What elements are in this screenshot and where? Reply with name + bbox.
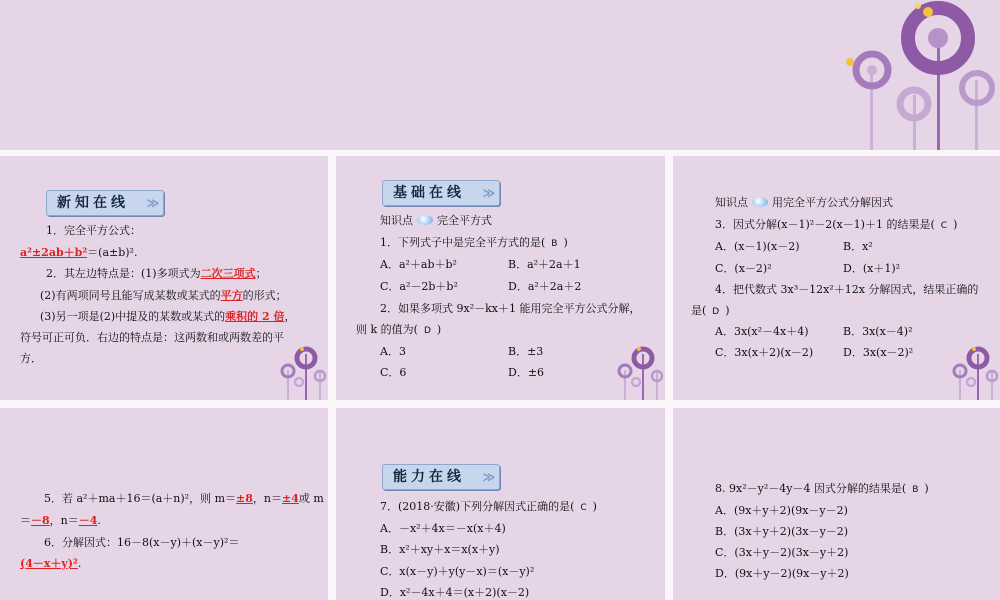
answer-factorization: (4－x＋y)² xyxy=(20,557,78,570)
q2-option-a: A．3 xyxy=(380,345,406,358)
panel-question-8 xyxy=(673,408,1000,600)
tl-line-1: 1．完全平方公式： xyxy=(46,224,141,237)
q2-answer: D xyxy=(423,326,431,336)
small-lollipop-icon xyxy=(612,344,664,400)
kp-label: 知识点 xyxy=(715,196,748,209)
answer-double-product: 乘积的 2 倍 xyxy=(225,310,285,323)
tl-line-2 xyxy=(20,246,137,260)
answer-m2: －8 xyxy=(31,514,50,527)
lollipop-decoration-icon xyxy=(840,0,1000,150)
q-text: 8. 9x²－y²－4y－4 因式分解的结果是( xyxy=(715,482,907,495)
knowledge-point-heading xyxy=(380,214,492,228)
answer-n2: －4 xyxy=(78,514,98,527)
question-1 xyxy=(380,236,568,251)
q-text: 1．下列式子中是完全平方式的是( xyxy=(380,236,546,249)
question-5-line-1 xyxy=(44,492,324,506)
q-text: ，n＝ xyxy=(252,492,282,505)
question-8 xyxy=(715,482,929,497)
knowledge-point-heading xyxy=(715,196,893,210)
q-text: 3．因式分解(x－1)²－2(x－1)＋1 的结果是( xyxy=(715,218,935,231)
q3-answer: C xyxy=(940,221,948,231)
formula-rest: ＝(a±b)². xyxy=(87,246,138,259)
question-2-line-2 xyxy=(356,323,441,338)
banner-label: 新知在线 xyxy=(57,195,129,211)
q3-option-d: D．(x＋1)² xyxy=(843,262,901,275)
tl-line-7: 方． xyxy=(20,352,42,365)
q4-option-d: D．3x(x－2)² xyxy=(843,346,914,359)
question-2-line-1: 2．如果多项式 9x²－kx＋1 能用完全平方公式分解， xyxy=(380,302,641,315)
q1-option-d: D．a²＋2a＋2 xyxy=(508,280,582,293)
q8-option-d: D．(9x＋y－2)(9x－y＋2) xyxy=(715,567,849,580)
q7-answer: C xyxy=(580,503,587,513)
q-text: 5．若 a²＋ma＋16＝(a＋n)²，则 m＝ xyxy=(44,492,237,505)
panel-ability xyxy=(336,408,665,600)
answer-formula: a²±2ab＋b² xyxy=(20,246,88,259)
q2-option-d: D．±6 xyxy=(508,366,545,379)
q4-answer: D xyxy=(712,307,720,317)
question-6-answer-line xyxy=(20,557,81,571)
answer-n: ±4 xyxy=(281,492,299,505)
q-text: 则 k 的值为( xyxy=(356,323,418,336)
q-close: ) xyxy=(592,500,597,513)
q4-option-b: B．3x(x－4)² xyxy=(843,325,913,338)
text: ， xyxy=(284,310,296,323)
tl-line-5 xyxy=(40,310,296,324)
q-text: 或 m xyxy=(298,492,324,505)
small-lollipop-icon xyxy=(275,344,327,400)
panel-basic xyxy=(336,156,665,400)
q8-option-c: C．(3x＋y－2)(3x－y＋2) xyxy=(715,546,849,559)
q7-option-a: A．－x²＋4x＝－x(x＋4) xyxy=(380,522,506,535)
q4-option-c: C．3x(x＋2)(x－2) xyxy=(715,346,814,359)
q-close: ) xyxy=(953,218,958,231)
q1-answer: B xyxy=(551,239,558,249)
small-lollipop-icon xyxy=(947,344,999,400)
q8-answer: B xyxy=(912,485,919,495)
answer-quadratic-trinomial: 二次三项式 xyxy=(200,267,256,280)
question-6: 6．分解因式：16－8(x－y)＋(x－y)²＝ xyxy=(44,536,240,549)
q3-option-b: B．x² xyxy=(843,240,873,253)
q1-option-b: B．a²＋2a＋1 xyxy=(508,258,581,271)
text: (3)另一项是(2)中提及的某数或某式的 xyxy=(40,310,226,323)
divider-vertical-left xyxy=(328,156,336,600)
q2-option-b: B．±3 xyxy=(508,345,544,358)
chevron-right-icon: ≫ xyxy=(482,470,493,484)
text: 的形式； xyxy=(242,289,287,302)
q1-option-a: A．a²＋ab＋b² xyxy=(380,258,457,271)
question-3 xyxy=(715,218,957,233)
banner-ability xyxy=(382,464,500,490)
q7-option-d: D．x²－4x＋4＝(x＋2)(x－2) xyxy=(380,586,530,599)
panel-questions-5-6 xyxy=(0,408,328,600)
banner-basic xyxy=(382,180,500,206)
answer-square: 平方 xyxy=(220,289,243,302)
q-text: . xyxy=(97,514,101,527)
q7-option-b: B．x²＋xy＋x＝x(x＋y) xyxy=(380,543,500,556)
panel-knowledge-point-2 xyxy=(673,156,1000,400)
q-text: . xyxy=(77,557,82,570)
q1-option-c: C．a²－2b＋b² xyxy=(380,280,458,293)
q-text: 7．(2018·安徽)下列分解因式正确的是( xyxy=(380,500,575,513)
question-5-line-2 xyxy=(20,514,101,528)
q-close: ) xyxy=(563,236,568,249)
q-text: ＝ xyxy=(20,514,31,527)
answer-m: ±8 xyxy=(236,492,253,505)
question-7 xyxy=(380,500,597,515)
chevron-right-icon: ≫ xyxy=(482,186,493,200)
panel-new-knowledge xyxy=(0,156,328,400)
q4-option-a: A．3x(x²－4x＋4) xyxy=(715,325,809,338)
banner-label: 能力在线 xyxy=(393,469,465,485)
q3-option-a: A．(x－1)(x－2) xyxy=(715,240,800,253)
tl-line-6: 符号可正可负．右边的特点是：这两数和或两数差的平 xyxy=(20,331,284,344)
q-close: ) xyxy=(924,482,929,495)
tl-line-4 xyxy=(40,289,287,303)
q7-option-c: C．x(x－y)＋y(y－x)＝(x－y)² xyxy=(380,565,535,578)
q-text: 是( xyxy=(691,304,707,317)
kp-name: 用完全平方公式分解因式 xyxy=(772,196,893,209)
text: 2．其左边特点是：(1)多项式为 xyxy=(46,267,201,280)
q-close: ) xyxy=(725,304,730,317)
q2-option-c: C．6 xyxy=(380,366,407,379)
tl-line-3 xyxy=(46,267,267,281)
divider-vertical-right xyxy=(665,156,673,600)
q-close: ) xyxy=(436,323,442,336)
divider-horizontal-middle xyxy=(0,400,1000,408)
kp-name: 完全平方式 xyxy=(437,214,492,227)
q-text: ，n＝ xyxy=(49,514,79,527)
knowledge-point-dot-icon xyxy=(417,215,433,225)
kp-label: 知识点 xyxy=(380,214,413,227)
chevron-right-icon: ≫ xyxy=(146,196,157,210)
text: ； xyxy=(255,267,267,280)
text: (2)有两项同号且能写成某数或某式的 xyxy=(40,289,221,302)
question-4-line-1: 4．把代数式 3x³－12x²＋12x 分解因式，结果正确的 xyxy=(715,283,979,296)
banner-new-knowledge xyxy=(46,190,164,216)
banner-label: 基础在线 xyxy=(393,185,465,201)
q8-option-a: A．(9x＋y＋2)(9x－y－2) xyxy=(715,504,848,517)
q8-option-b: B．(3x＋y＋2)(3x－y－2) xyxy=(715,525,849,538)
knowledge-point-dot-icon xyxy=(752,197,768,207)
q3-option-c: C．(x－2)² xyxy=(715,262,772,275)
question-4-line-2 xyxy=(691,304,730,319)
